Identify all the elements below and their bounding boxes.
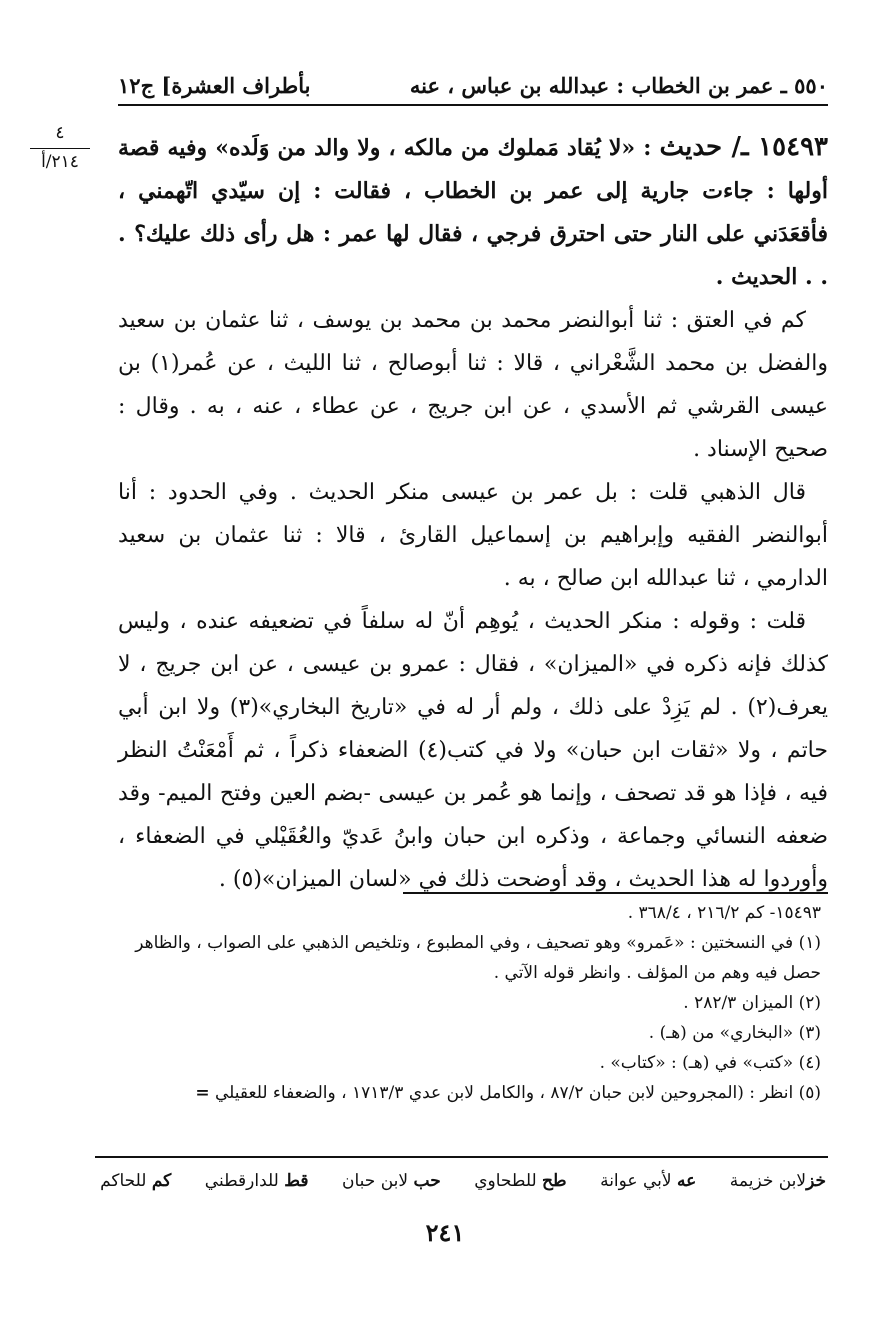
- dhahabi-paragraph: قال الذهبي قلت : بل عمر بن عيسى منكر الحديث . وفي الحدود : أنا أبوالنضر الفقيه وإبراهيم بن إسماعيل القارئ ، قالا : ثنا عثمان بن سعيد الدارمي ، ثنا عبدالله ابن صالح ، به .: [118, 480, 828, 591]
- margin-reference: [30, 120, 90, 175]
- footnote-3: (٣) «البخاري» من (هـ) .: [648, 1023, 821, 1043]
- abbrev-item: قط للدارقطني: [204, 1171, 309, 1191]
- abbrev-item: حب لابن حبان: [342, 1171, 441, 1191]
- footnote-5-text: (٥) انظر : (المجروحين لابن حبان ٨٧/٢ ، والكامل لابن عدي ١٧١٣/٣ ، والضعفاء للعقيلي: [214, 1083, 821, 1103]
- main-text: [118, 126, 828, 901]
- footnote-source: ١٥٤٩٣- كم ٢١٦/٢ ، ٣٦٨/٤ .: [627, 903, 821, 923]
- footnote-4: (٤) «كتب» في (هـ) : «كتاب» .: [599, 1053, 821, 1073]
- header-chapter-title: ٥٥٠ ـ عمر بن الخطاب : عبدالله بن عباس ، عنه: [409, 73, 828, 98]
- abbrev-item: كم للحاكم: [100, 1171, 172, 1191]
- isnad-paragraph: كم في العتق : ثنا أبوالنضر محمد بن محمد بن يوسف ، ثنا عثمان بن سعيد والفضل بن محمد الشَّعْراني ، قالا : ثنا أبوصالح ، ثنا الليث ، عن عُمر(١) بن عيسى القرشي ثم الأسدي ، عن ابن جريج ، عن عطاء ، عنه ، به . وقال : صحيح الإسناد .: [118, 308, 828, 462]
- abbreviation-key: [100, 1166, 826, 1196]
- footnotes: [95, 898, 835, 1108]
- footnote-2: (٢) الميزان ٢٨٢/٣ .: [683, 993, 821, 1013]
- hadith-text: : «لا يُقاد مَملوك من مالكه ، ولا والد من وَلَده» وفيه قصة أولها : جاءت جارية إلى عمر بن الخطاب ، فقالت : إن سيّدي اتّهمني ، فأقعَدَني على النار حتى احترق فرجي ، فقال لها عمر : هل رأى ذلك عليك؟ . . . الحديث .: [118, 135, 828, 290]
- margin-folio: ٢١٤/أ: [41, 152, 79, 172]
- abbreviations-divider: [95, 1156, 828, 1158]
- abbrev-item: طح للطحاوي: [474, 1171, 567, 1191]
- hadith-paragraph: [118, 126, 828, 299]
- header-book-title: بأطراف العشرة] ج١٢: [118, 73, 311, 98]
- footnote-5: [95, 1078, 835, 1108]
- header-divider: [118, 104, 828, 106]
- commentary-paragraph: قلت : وقوله : منكر الحديث ، يُوهِم أنّ له سلفاً في تضعيفه عنده ، وليس كذلك فإنه ذكره في «الميزان» ، فقال : عمرو بن عيسى ، عن ابن جريج ، لا يعرف(٢) . لم يَزِدْ على ذلك ، ولم أر له في «تاريخ البخاري»(٣) ولا ابن أبي حاتم ، ولا «ثقات ابن حبان» ولا في كتب(٤) الضعفاء ذكراً ، ثم أَمْعَنْتُ النظر فيه ، فإذا هو قد تصحف ، وإنما هو عُمر بن عيسى -بضم العين وفتح الميم- وقد ضعفه النسائي وجماعة ، وذكره ابن حبان وابنُ عَديّ والعُقَيْلي في الضعفاء ، وأوردوا له هذا الحديث ، وقد أوضحت ذلك في «لسان الميزان»(٥) .: [118, 609, 828, 892]
- page-number: ٢٤١: [425, 1218, 465, 1247]
- running-header: [118, 58, 828, 98]
- hadith-number: ١٥٤٩٣ ـ/ حديث: [659, 132, 828, 162]
- abbrev-item: عه لأبي عوانة: [600, 1171, 697, 1191]
- margin-number: ٤: [30, 120, 90, 149]
- continuation-mark: =: [195, 1083, 210, 1103]
- abbrev-item: خزلابن خزيمة: [729, 1171, 826, 1191]
- footnote-divider: [403, 892, 828, 894]
- footnote-1: (١) في النسختين : «عَمرو» وهو تصحيف ، وفي المطبوع ، وتلخيص الذهبي على الصواب ، والظاهر حصل فيه وهم من المؤلف . وانظر قوله الآتي .: [135, 933, 821, 983]
